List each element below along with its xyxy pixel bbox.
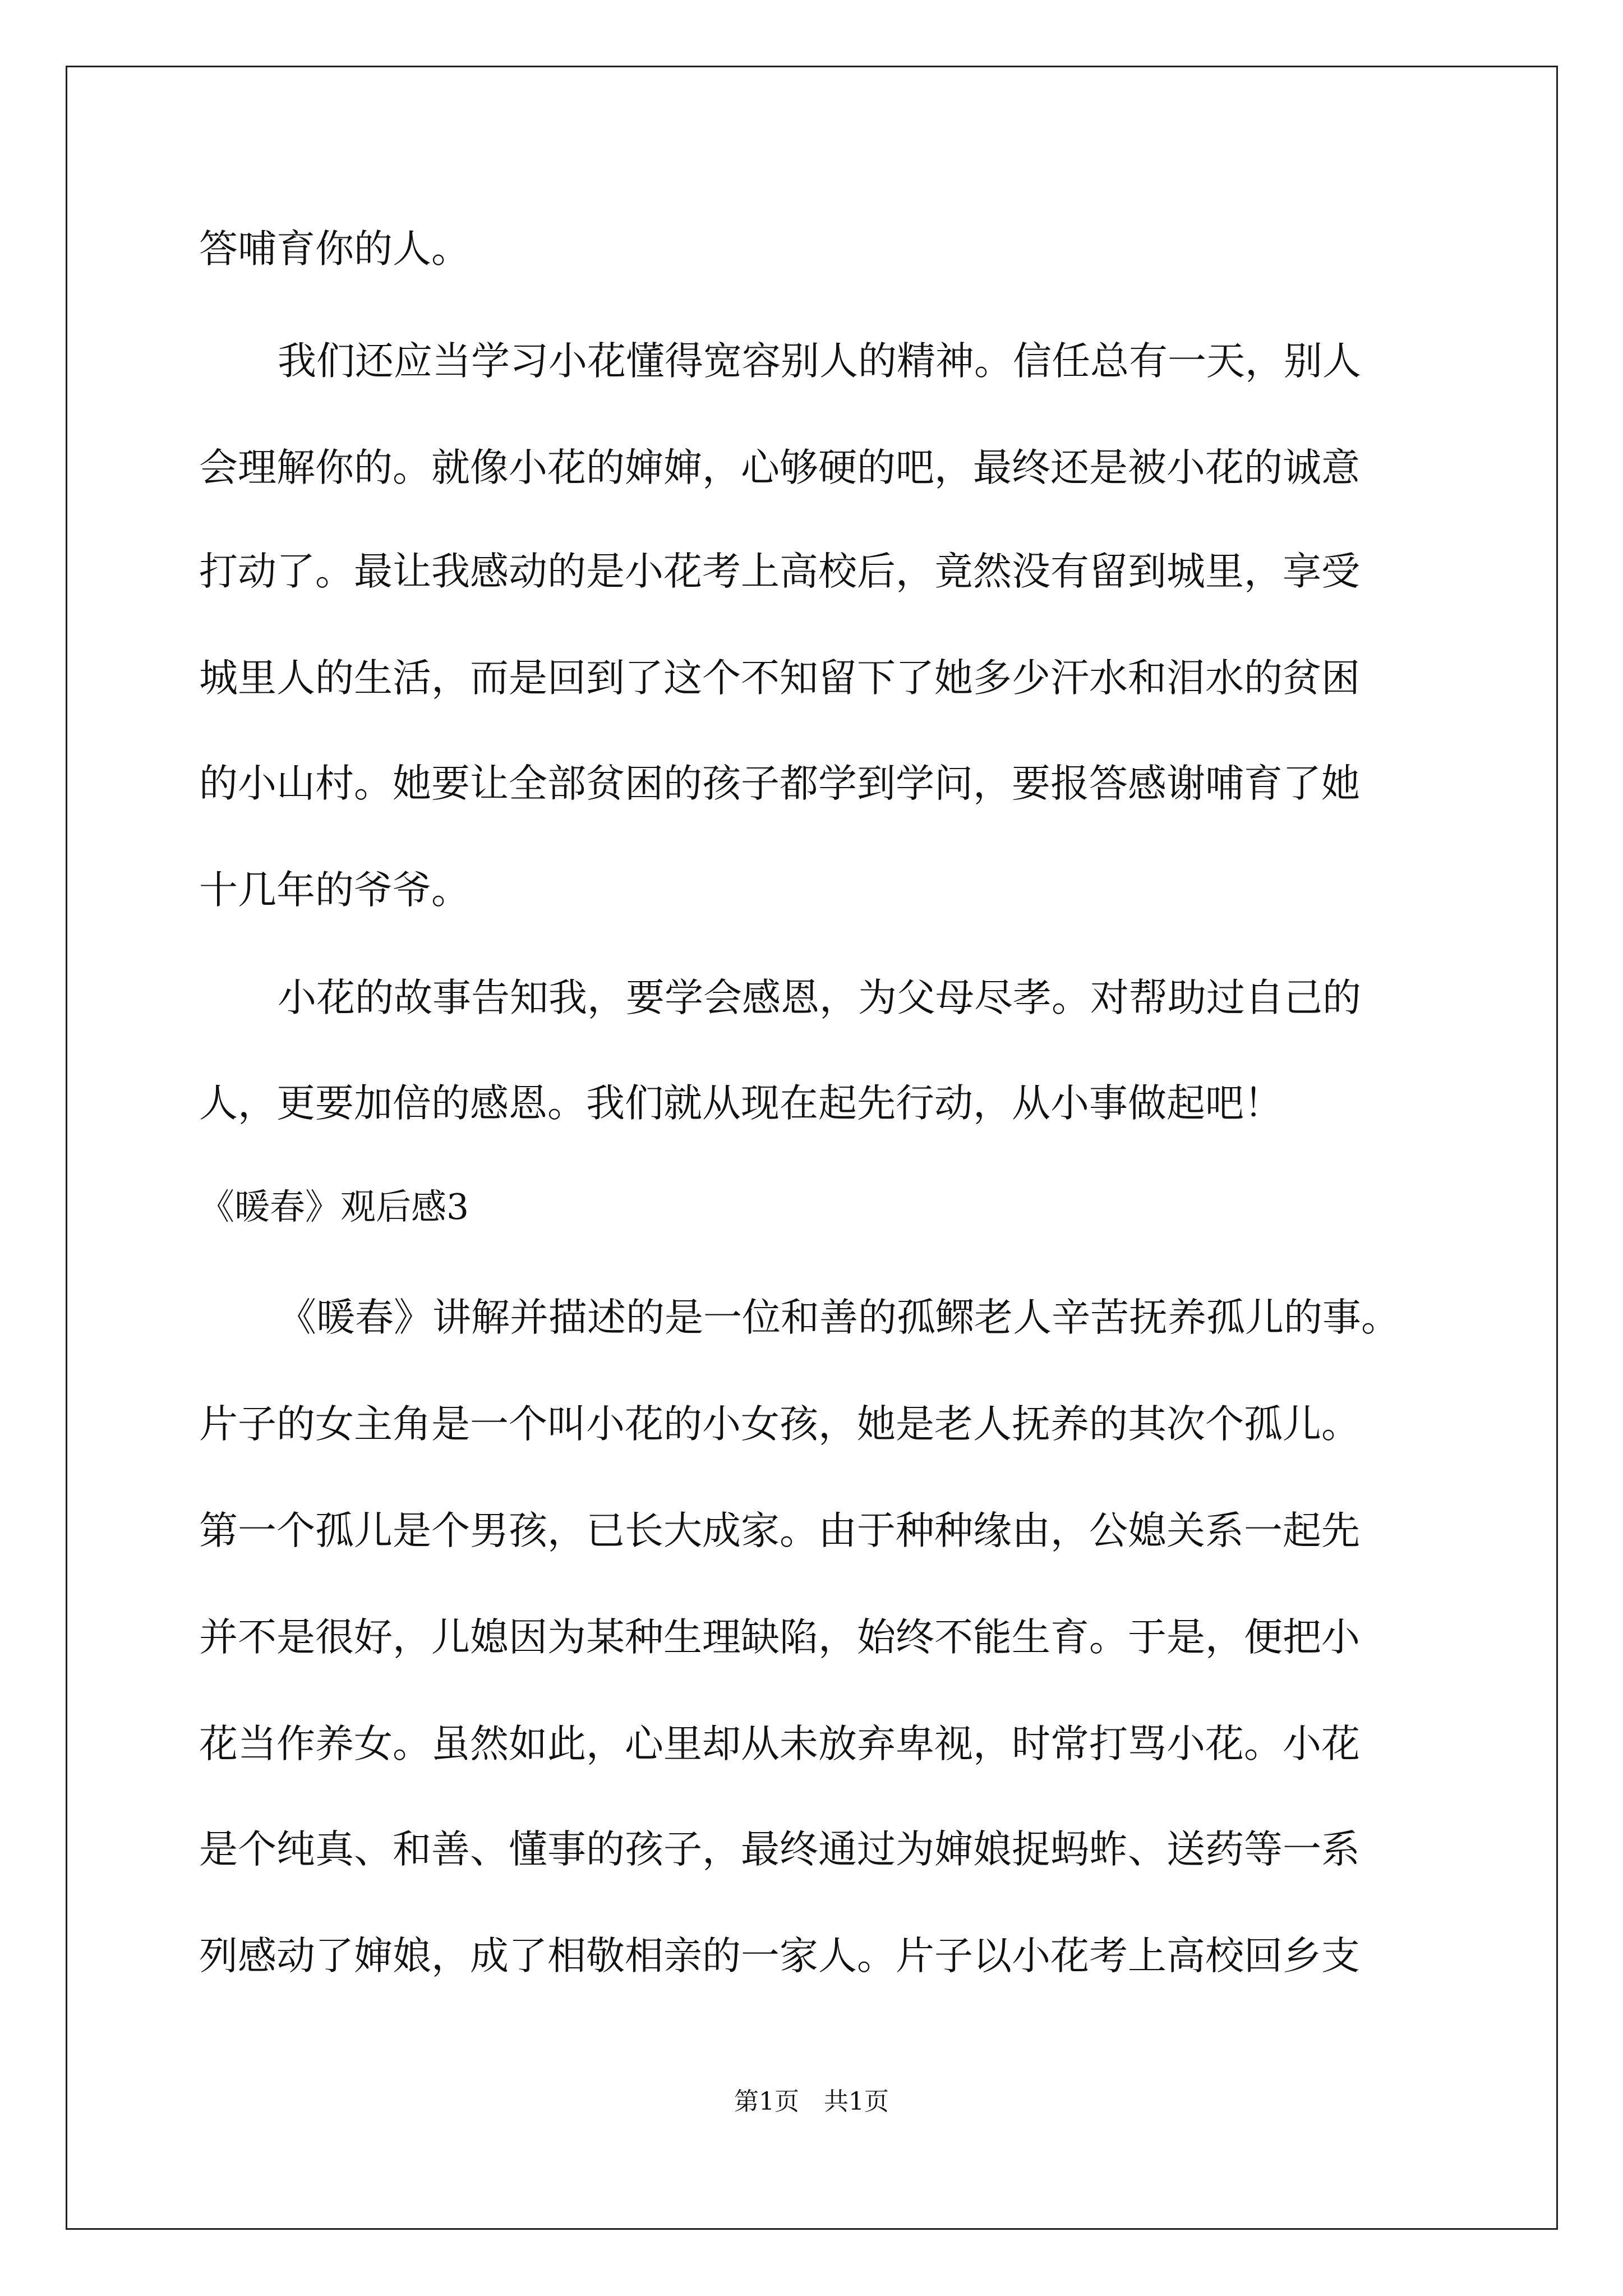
text-line: 片子的女主角是一个叫小花的小女孩，她是老人抚养的其次个孤儿。 bbox=[199, 1402, 1360, 1447]
text-line: 城里人的生活，而是回到了这个不知留下了她多少汗水和泪水的贫困 bbox=[199, 656, 1360, 701]
text-line: 并不是很好，儿媳因为某种生理缺陷，始终不能生育。于是，便把小 bbox=[199, 1615, 1360, 1660]
text-line: 列感动了婶娘，成了相敬相亲的一家人。片子以小花考上高校回乡支 bbox=[199, 1934, 1360, 1978]
section-heading: 《暖春》观后感3 bbox=[199, 1186, 469, 1227]
text-line: 是个纯真、和善、懂事的孩子，最终通过为婶娘捉蚂蚱、送药等一系 bbox=[199, 1827, 1360, 1872]
text-line: 答哺育你的人。 bbox=[199, 227, 470, 272]
page-border bbox=[66, 66, 1558, 2230]
text-line: 会理解你的。就像小花的婶婶，心够硬的吧，最终还是被小花的诚意 bbox=[199, 445, 1360, 490]
text-line: 第一个孤儿是个男孩，已长大成家。由于种种缘由，公媳关系一起先 bbox=[199, 1508, 1360, 1553]
text-line: 的小山村。她要让全部贫困的孩子都学到学问，要报答感谢哺育了她 bbox=[199, 761, 1360, 806]
text-line: 花当作养女。虽然如此，心里却从未放弃卑视，时常打骂小花。小花 bbox=[199, 1722, 1360, 1766]
page-footer: 第1页 共1页 bbox=[734, 2087, 889, 2116]
text-line: 《暖春》讲解并描述的是一位和善的孤鳏老人辛苦抚养孤儿的事。 bbox=[278, 1295, 1400, 1340]
text-line: 打动了。最让我感动的是小花考上高校后，竟然没有留到城里，享受 bbox=[199, 549, 1360, 594]
text-line: 十几年的爷爷。 bbox=[199, 868, 470, 913]
text-line: 小花的故事告知我，要学会感恩，为父母尽孝。对帮助过自己的 bbox=[278, 976, 1361, 1020]
text-line: 我们还应当学习小花懂得宽容别人的精神。信任总有一天，别人 bbox=[278, 339, 1361, 384]
text-line: 人，更要加倍的感恩。我们就从现在起先行动，从小事做起吧！ bbox=[199, 1081, 1283, 1126]
